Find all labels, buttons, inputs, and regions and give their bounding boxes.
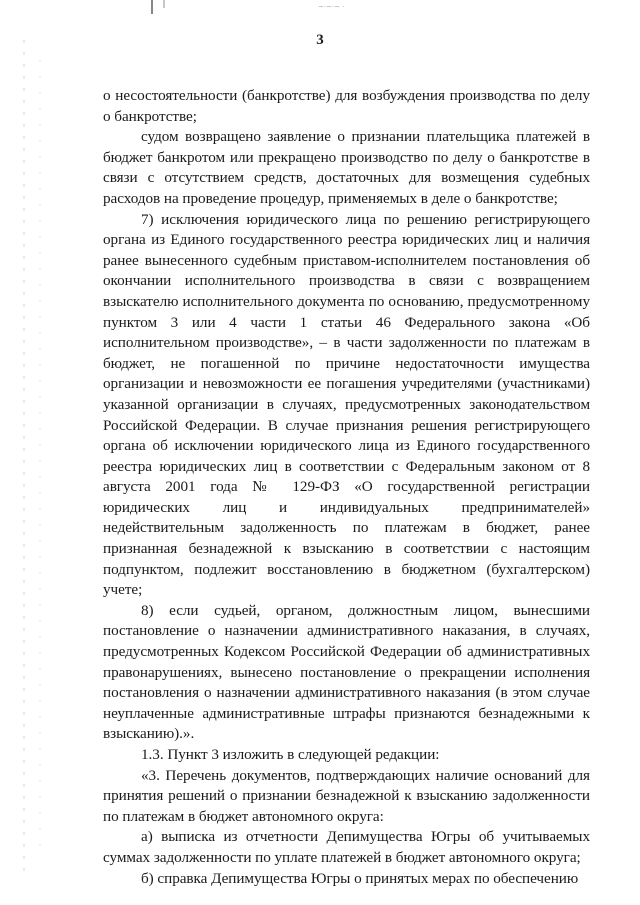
paragraph-subitem-b: б) справка Депимущества Югры о принятых мерах по обеспечению xyxy=(141,869,579,887)
page-number: 3 xyxy=(316,32,324,48)
svg-text:~·~·~ ·: ~·~·~ · xyxy=(318,3,345,11)
paragraph-subitem-a: а) выписка из отчетности Депимущества Югры об учитываемых суммах задолженности по уплате платежей в бюджет автономного округа; xyxy=(103,828,590,866)
paragraph-court-returned-claim: судом возвращено заявление о признании плательщика платежей в бюджет банкротом или прекращено производство по делу о банкротстве в связи с отсутствием средств, достаточных для возмещения судебных расходов на проведение процедур, применяемых в деле о банкротстве; xyxy=(103,128,590,207)
paragraph-item-3-list-intro: «3. Перечень документов, подтверждающих наличие оснований для принятия решений о признании безнадежной к взысканию задолженности по платежам в бюджет автономного округа: xyxy=(103,766,590,825)
paragraph-section-1-3: 1.3. Пункт 3 изложить в следующей редакции: xyxy=(141,746,440,763)
paragraph-item-8: 8) если судьей, органом, должностным лицом, вынесшими постановление о назначении административного наказания, в случаях, предусмотренных Кодексом Российской Федерации об административных правонарушениях, вынесено постановление о прекращении исполнения постановления о назначении административного наказания (в этом случае неуплаченные административные штрафы признаются безнадежными к взысканию).». xyxy=(103,601,590,743)
paragraph-item-7: 7) исключения юридического лица по решению регистрирующего органа из Единого государственного реестра юридических лиц и наличия ранее вынесенного судебным приставом-исполнителем постановления об окончании исполнительного производства в связи с возвращением взыскателю исполнительного документа по основанию, предусмотренному пунктом 3 или 4 части 1 статьи 46 Федерального закона «Об исполнительном производстве», – в части задолженности по платежам в бюджет, не погашенной по причине недостаточности имущества организации и невозможности ее погашения учредителями (участниками) указанной организации в случаях, предусмотренных законодательством Российской Федерации. В случае признания решения регистрирующего органа об исключении юридического лица из Единого государственного реестра юридических лиц в соответствии с Федеральным законом от 8 августа 2001 года № 129-ФЗ «О государственной регистрации юридических лиц и индивидуальных предпринимателей» недействительным задолженность по платежам в бюджет, ранее признанная безнадежной к взысканию в соответствии с настоящим подпунктом, подлежит восстановлению в бюджетном (бухгалтерском) учете; xyxy=(103,210,590,599)
paragraph-bankruptcy-continuation: о несостоятельности (банкротстве) для возбуждения производства по делу о банкротстве; xyxy=(103,87,590,125)
document-body xyxy=(103,86,590,889)
